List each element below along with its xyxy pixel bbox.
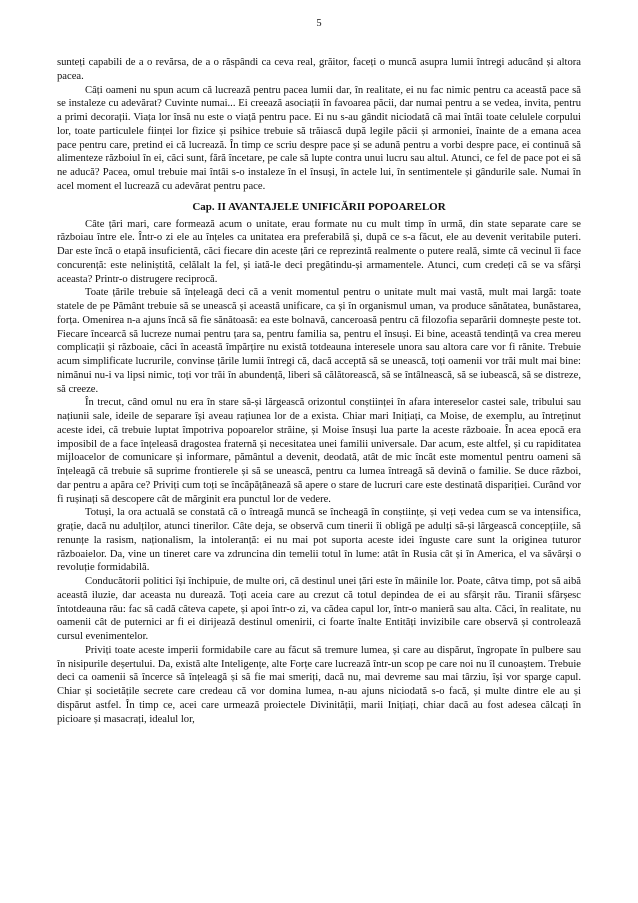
paragraph-continued: sunteți capabili de a o revărsa, de a o răspândi ca ceva real, grăitor, faceți o muncă asupra lumii întregi aducând și altora pacea. [57, 57, 581, 82]
paragraph: Toate țările trebuie să înțeleagă deci că a venit momentul pentru o unitate mult mai vastă, mult mai largă: toate statele de pe Pământ trebuie să se unească și această unificare, ca și în organismul uman, va produce sănătatea, bunăstarea, forța. Omenirea n-a ajuns încă să fie sănătoasă: ea este bolnavă, canceroasă pentru că filozofia separării domnește peste tot. Fiecare încearcă să lucreze numai pentru țara sa, pentru familia sa, pentru el însuși. Ei bine, această tendință va crea mereu complicații și războaie, căci în această împărțire nu există totdeauna interesele unora sau altora care vor fi rănite. Trebuie acum simplificate lucrurile, convinse țările lumii întregi că, dacă acceptă să se unească, toți oamenii vor trăi mult mai bine: nimănui nu-i va lipsi nimic, toți vor trăi în abundență, liberi să călătorească, să se întâlnească, să se iubească, să se distreze, să creeze. [57, 287, 581, 395]
paragraph-peace: Câți oameni nu spun acum că lucrează pentru pacea lumii dar, în realitate, ei nu fac nimic pentru ca această pace să se instaleze cu adevărat? Cuvinte numai... Ei creează asociații în favoarea păcii, dar numai pentru a se vedea, invita, pentru a primi decorații. Viața lor însă nu este o viață pentru pace. Ei nu s-au gândit niciodată că mai întâi toate celulele corpului lor, toate particulele ființei lor fizice și psihice trebuie să trăiască după legile păcii și armoniei, înainte de a emana acea pace pentru care, pretind ei că lucrează. În timp ce scriu despre pace și se adună pentru a vorbi despre pace, ei continuă să alimenteze războiul în ei, căci sunt, fără încetare, pe cale să lupte contra unui lucru sau altul. Atunci, ce fel de pace pot ei să ne aducă? Pacea, omul trebuie mai întâi s-o instaleze în el însuși, în actele lui, în sentimentele și gândurile sale. Numai în acel moment el lucrează cu adevărat pentru pace. [57, 84, 581, 192]
paragraph: Conducătorii politici își închipuie, de multe ori, că destinul unei țări este în mâinile lor. Poate, câtva timp, pot să aibă această iluzie, dar aceasta nu durează. Toți aceia care au crezut că totul depindea de ei au sfârșit rău. Tiranii sfârșesc întotdeauna rău: fac să cadă câteva capete, și apoi într-o zi, va cădea capul lor, într-o manieră sau alta. Căci, în realitate, nu oamenii cât de puternici ar fi ei dirijează destinul omenirii, ci foarte înalte Entități invizibile care observă și controlează cursul evenimentelor. [57, 576, 581, 642]
document-body [57, 56, 581, 726]
page-number: 5 [316, 18, 322, 29]
chapter-title: Cap. II AVANTAJELE UNIFICĂRII POPOARELOR [192, 200, 446, 213]
paragraph: Totuși, la ora actuală se constată că o întreagă muncă se încheagă în conștiințe, și veți vedea cum se va intensifica, grație, dacă nu adulților, atunci tinerilor. Câte deja, se observă cum tinerii îi obligă pe adulți să-și lărgească concepțiile, să renunțe la rasism, naționalism, la intoleranță: ei nu mai pot suporta aceste idei înguste care sunt la originea tuturor războaielor. Da, vine un tineret care va zdruncina din temelii totul în lume: atât în Rusia cât și în America, el va săvârși o revoluție formidabilă. [57, 507, 581, 574]
paragraph: Priviți toate aceste imperii formidabile care au făcut să tremure lumea, și care au dispărut, îngropate în pulbere sau în nisipurile deșertului. Da, există alte Inteligențe, alte Forțe care lucrează într-un scop pe care noi nu îl cunoaștem. Trebuie deci ca oamenii să încerce să înțeleagă și să fie mai smeriți, dacă nu, mai devreme sau mai târziu, își vor sparge capul. Chiar și societățile secrete care credeau că vor domina lumea, n-au ajuns niciodată s-o facă, și multe dintre ele au și dispărut astfel. În timp ce, acei care urmează proiectele Divinității, marii Inițiați, chiar dacă au fost adesea călcați în picioare și masacrați, idealul lor, [57, 644, 581, 725]
paragraph: În trecut, când omul nu era în stare să-și lărgească orizontul conștiinței în afara intereselor castei sale, tribului sau națiunii sale, ideile de separare își aveau rațiunea lor de a exista. Chiar mari Inițiați, ca Moise, de exemplu, au întreținut aceste idei, că trebuie luptat împotriva popoarelor străine, și Moise însuși lua parte la aceste războaie. În acea epocă era imposibil de a face înțeleasă dragostea fraternă și necesitatea unei familii universale. Dar acum, este altfel, și cu rapiditatea mijloacelor de comunicare și informare, pământul a devenit, deodată, atât de mic încât este momentul pentru oameni să înțeleagă că trebuie să suprime frontierele și să se unească, pentru ca lumea întreagă să devină o familie. Se duce război, dar pentru a apăra ce? Priviți cum toți se încăpățânează să apere o stare de lucruri care este destinată dispariției. Curând vor fi rușinați să descopere cât de mărginit era punctul lor de vedere. [57, 397, 581, 505]
paragraph: Câte țări mari, care formează acum o unitate, erau formate nu cu mult timp în urmă, din state separate care se războiau între ele. Într-o zi ele au înțeles ca unitatea era preferabilă și, după ce s-a făcut, ele au devenit veritabile puteri. Dar este încă o etapă insuficientă, căci fiecare din aceste țări ce reprezintă realmente o putere reală, simte că vecinul îi face concurență: este neliniștită, celălalt la fel, și iată-le deci pregătindu-și armamentele. Atunci, cum credeți că se va sfârși aceasta? Printr-o distrugere reciprocă. [57, 218, 581, 285]
